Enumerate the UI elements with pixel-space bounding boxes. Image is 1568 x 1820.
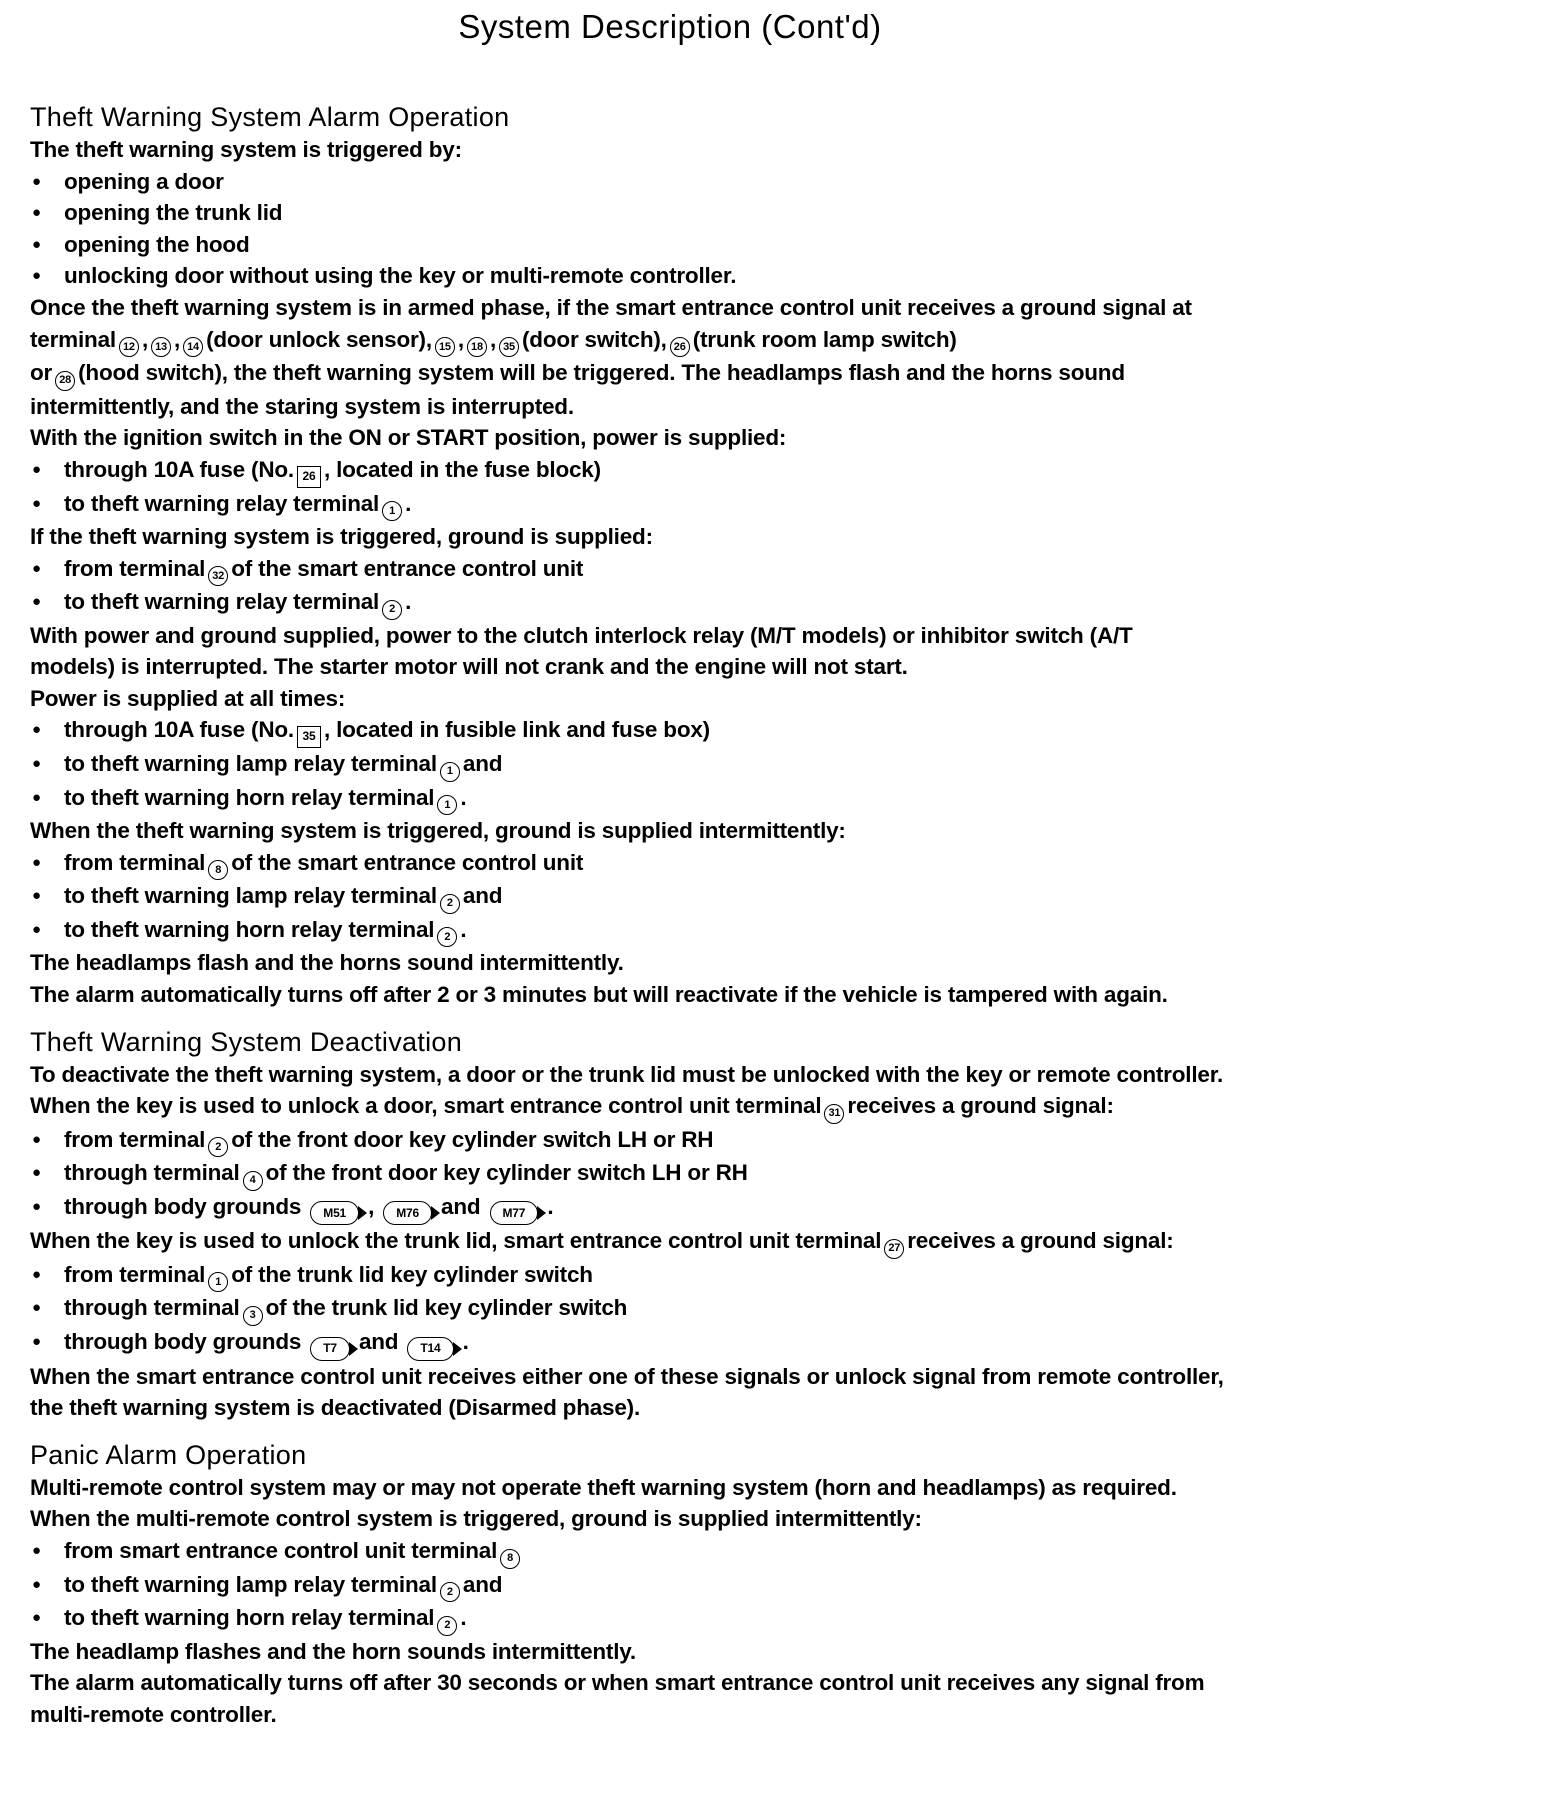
list-item bbox=[30, 1292, 1370, 1326]
text: (door unlock sensor), bbox=[206, 326, 432, 352]
text: of the trunk lid key cylinder switch bbox=[231, 1261, 593, 1287]
text: and bbox=[462, 1571, 503, 1597]
page-title: System Description (Cont'd) bbox=[458, 8, 882, 45]
paragraph bbox=[30, 357, 1370, 391]
text: . bbox=[460, 784, 467, 810]
paragraph: The headlamps flash and the horns sound intermittently. bbox=[30, 950, 624, 976]
paragraph: models) is interrupted. The starter motor will not crank and the engine will not start. bbox=[30, 654, 908, 680]
list-item: ● unlocking door without using the key or multi-remote controller. bbox=[30, 260, 1370, 292]
terminal-badge: 3 bbox=[243, 1306, 263, 1326]
text: through body grounds bbox=[64, 1328, 302, 1354]
text: to theft warning lamp relay terminal bbox=[64, 883, 437, 909]
text: When the key is used to unlock a door, smart entrance control unit terminal bbox=[30, 1093, 822, 1119]
list-item bbox=[30, 1259, 1370, 1293]
terminal-badge: 14 bbox=[183, 337, 203, 357]
paragraph: If the theft warning system is triggered, ground is supplied: bbox=[30, 524, 653, 550]
paragraph: When the smart entrance control unit receives either one of these signals or unlock signal from remote controller, bbox=[30, 1363, 1224, 1389]
paragraph: The headlamp flashes and the horn sounds intermittently. bbox=[30, 1638, 636, 1664]
section-heading: Theft Warning System Deactivation bbox=[30, 1026, 463, 1057]
text: from terminal bbox=[64, 849, 206, 875]
list-item: ● opening a door bbox=[30, 166, 1370, 198]
text: terminal bbox=[30, 326, 116, 352]
paragraph: The alarm automatically turns off after 30 seconds or when smart entrance control unit receives any signal from bbox=[30, 1670, 1205, 1696]
text: of the front door key cylinder switch LH or RH bbox=[265, 1160, 748, 1186]
ground-connector-badge: M76 bbox=[383, 1201, 432, 1225]
terminal-badge: 1 bbox=[382, 501, 402, 521]
text: from terminal bbox=[64, 555, 206, 581]
terminal-badge: 2 bbox=[382, 600, 402, 620]
text: through 10A fuse (No. bbox=[64, 717, 294, 743]
paragraph bbox=[30, 1225, 1370, 1259]
text: of the smart entrance control unit bbox=[231, 555, 584, 581]
list-item bbox=[30, 748, 1370, 782]
terminal-badge: 8 bbox=[208, 860, 228, 880]
list-item bbox=[30, 880, 1370, 914]
paragraph: To deactivate the theft warning system, a door or the trunk lid must be unlocked with the key or remote controller. bbox=[30, 1061, 1224, 1087]
terminal-badge: 1 bbox=[440, 762, 460, 782]
text: to theft warning horn relay terminal bbox=[64, 1605, 435, 1631]
terminal-badge: 31 bbox=[824, 1104, 844, 1124]
list-item bbox=[30, 782, 1370, 816]
text: and bbox=[462, 751, 503, 777]
text: of the trunk lid key cylinder switch bbox=[265, 1295, 628, 1321]
paragraph: Multi-remote control system may or may not operate theft warning system (horn and headlamps) as required. bbox=[30, 1474, 1177, 1500]
fuse-badge: 35 bbox=[297, 726, 321, 748]
text: to theft warning lamp relay terminal bbox=[64, 1571, 437, 1597]
terminal-badge: 18 bbox=[467, 337, 487, 357]
section-alarm-operation bbox=[30, 100, 1370, 1011]
text: (hood switch), the theft warning system will be triggered. The headlamps flash and the horns sound bbox=[78, 360, 1125, 386]
section-heading: Theft Warning System Alarm Operation bbox=[30, 102, 510, 132]
list-item bbox=[30, 914, 1370, 948]
text: of the front door key cylinder switch LH or RH bbox=[231, 1126, 714, 1152]
text: to theft warning relay terminal bbox=[64, 490, 380, 516]
text: from terminal bbox=[64, 1126, 206, 1152]
list-item bbox=[30, 454, 1370, 488]
document-body bbox=[30, 100, 1370, 1730]
text: . bbox=[405, 589, 412, 615]
list-item bbox=[30, 1535, 1370, 1569]
text: , located in fusible link and fuse box) bbox=[323, 717, 710, 743]
text: , located in the fuse block) bbox=[323, 456, 601, 482]
text: or bbox=[30, 360, 53, 386]
paragraph: The alarm automatically turns off after 2 or 3 minutes but will reactivate if the vehicle is tampered with again. bbox=[30, 981, 1168, 1007]
list-item bbox=[30, 1602, 1370, 1636]
text: and bbox=[358, 1328, 399, 1354]
text: from terminal bbox=[64, 1261, 206, 1287]
terminal-badge: 28 bbox=[55, 371, 75, 391]
paragraph: terminal 12 , 13 , 14 (door unlock sensor), 15 , 18 , 35 (door switch), 26 (trunk room lamp switch) bbox=[30, 324, 1370, 358]
terminal-badge: 13 bbox=[151, 337, 171, 357]
paragraph bbox=[30, 1090, 1370, 1124]
paragraph: When the multi-remote control system is triggered, ground is supplied intermittently: bbox=[30, 1506, 922, 1532]
text: , bbox=[368, 1193, 375, 1219]
terminal-badge: 2 bbox=[437, 927, 457, 947]
text: and bbox=[462, 883, 503, 909]
terminal-badge: 4 bbox=[243, 1171, 263, 1191]
text: . bbox=[460, 916, 467, 942]
terminal-badge: 26 bbox=[670, 337, 690, 357]
paragraph: Once the theft warning system is in armed phase, if the smart entrance control unit receives a ground signal at bbox=[30, 294, 1192, 320]
text: (trunk room lamp switch) bbox=[692, 326, 957, 352]
paragraph: With the ignition switch in the ON or START position, power is supplied: bbox=[30, 425, 787, 451]
list-item bbox=[30, 714, 1370, 748]
terminal-badge: 2 bbox=[440, 1582, 460, 1602]
list-item bbox=[30, 1191, 1370, 1226]
text: . bbox=[462, 1328, 469, 1354]
text: (door switch), bbox=[522, 326, 667, 352]
text: to theft warning relay terminal bbox=[64, 589, 380, 615]
list-item: ● opening the trunk lid bbox=[30, 197, 1370, 229]
paragraph: With power and ground supplied, power to the clutch interlock relay (M/T models) or inhibitor switch (A/T bbox=[30, 622, 1133, 648]
list-item bbox=[30, 847, 1370, 881]
terminal-badge: 35 bbox=[499, 337, 519, 357]
text: . bbox=[460, 1605, 467, 1631]
paragraph: multi-remote controller. bbox=[30, 1701, 277, 1727]
list-item bbox=[30, 1569, 1370, 1603]
section-deactivation bbox=[30, 1025, 1370, 1424]
terminal-badge: 1 bbox=[208, 1272, 228, 1292]
section-heading: Panic Alarm Operation bbox=[30, 1439, 307, 1470]
ground-connector-badge: M77 bbox=[490, 1201, 539, 1225]
terminal-badge: 8 bbox=[500, 1549, 520, 1569]
list-item bbox=[30, 586, 1370, 620]
list-item bbox=[30, 488, 1370, 522]
text: receives a ground signal: bbox=[907, 1228, 1174, 1254]
text: . bbox=[547, 1193, 554, 1219]
text: from smart entrance control unit terminal bbox=[64, 1538, 498, 1564]
terminal-badge: 2 bbox=[437, 1616, 457, 1636]
terminal-badge: 1 bbox=[437, 795, 457, 815]
terminal-badge: 32 bbox=[208, 566, 228, 586]
text: through body grounds bbox=[64, 1193, 302, 1219]
list-item bbox=[30, 1157, 1370, 1191]
section-panic-alarm bbox=[30, 1438, 1370, 1730]
paragraph: the theft warning system is deactivated (Disarmed phase). bbox=[30, 1395, 641, 1421]
list-item bbox=[30, 1326, 1370, 1361]
list-item bbox=[30, 1124, 1370, 1158]
text: and bbox=[441, 1193, 481, 1219]
terminal-badge: 2 bbox=[208, 1137, 228, 1157]
ground-connector-badge: T14 bbox=[407, 1337, 453, 1361]
ground-connector-badge: M51 bbox=[310, 1201, 359, 1225]
ground-connector-badge: T7 bbox=[310, 1337, 350, 1361]
list-item: ● opening the hood bbox=[30, 229, 1370, 261]
text: . bbox=[405, 490, 412, 516]
text: through terminal bbox=[64, 1160, 240, 1186]
text: When the key is used to unlock the trunk lid, smart entrance control unit terminal bbox=[30, 1228, 882, 1254]
terminal-badge: 12 bbox=[119, 337, 139, 357]
text: of the smart entrance control unit bbox=[231, 849, 584, 875]
terminal-badge: 15 bbox=[435, 337, 455, 357]
text: to theft warning horn relay terminal bbox=[64, 916, 435, 942]
text: through terminal bbox=[64, 1295, 240, 1321]
text: receives a ground signal: bbox=[847, 1093, 1114, 1119]
text: to theft warning horn relay terminal bbox=[64, 784, 435, 810]
paragraph: When the theft warning system is triggered, ground is supplied intermittently: bbox=[30, 818, 846, 844]
terminal-badge: 2 bbox=[440, 894, 460, 914]
text: to theft warning lamp relay terminal bbox=[64, 751, 437, 777]
paragraph: intermittently, and the staring system is interrupted. bbox=[30, 393, 574, 419]
fuse-badge: 26 bbox=[297, 466, 321, 488]
text: through 10A fuse (No. bbox=[64, 456, 294, 482]
paragraph: The theft warning system is triggered by: bbox=[30, 137, 462, 162]
paragraph: Power is supplied at all times: bbox=[30, 685, 346, 711]
terminal-badge: 27 bbox=[884, 1239, 904, 1259]
list-item bbox=[30, 553, 1370, 587]
